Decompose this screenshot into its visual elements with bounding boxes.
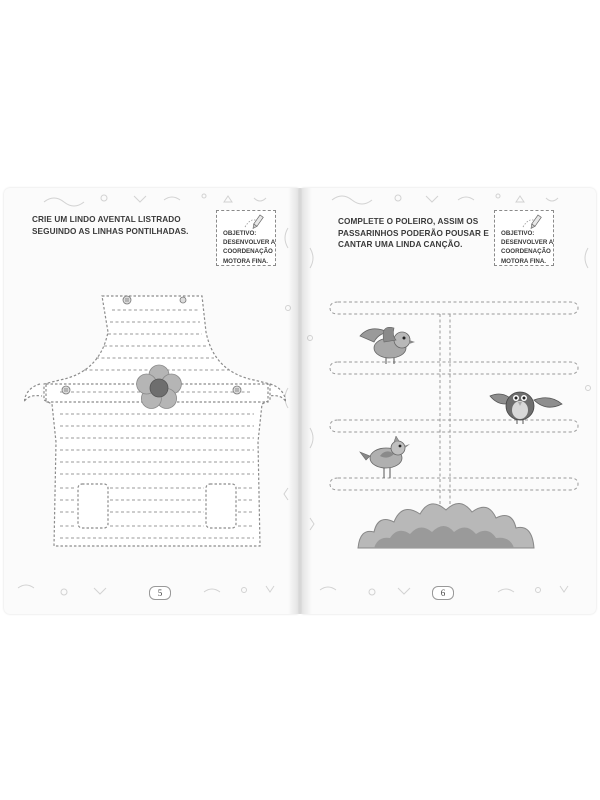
perch-illustration xyxy=(324,296,586,556)
bush-icon xyxy=(358,503,534,548)
left-objective-line-1: OBJETIVO: xyxy=(223,230,257,237)
perch-bar-4 xyxy=(330,478,578,490)
bird-icon xyxy=(490,392,562,424)
left-objective-line-2: DESENVOLVER A xyxy=(223,239,276,247)
right-instruction-line-2: PASSARINHOS PODERÃO POUSAR E xyxy=(338,228,489,238)
right-objective-line-3: COORDENAÇÃO xyxy=(501,248,551,256)
perch-pole xyxy=(440,314,450,524)
left-objective-line-4: MOTORA FINA. xyxy=(223,257,269,265)
left-page-number: 5 xyxy=(149,586,171,600)
left-page xyxy=(4,188,298,614)
perch-bar-2 xyxy=(330,362,578,374)
bird-icon xyxy=(360,436,410,478)
right-page-number: 6 xyxy=(432,586,454,600)
right-instruction-line-3: CANTAR UMA LINDA CANÇÃO. xyxy=(338,240,463,249)
right-objective-line-4: MOTORA FINA. xyxy=(501,257,547,265)
apron-illustration xyxy=(24,292,286,548)
open-book xyxy=(0,188,600,618)
right-instruction xyxy=(338,216,489,251)
right-objective-line-2: DESENVOLVER A xyxy=(501,239,554,247)
left-objective-box xyxy=(216,210,276,266)
right-page xyxy=(302,188,596,614)
right-objective-box xyxy=(494,210,554,266)
pencil-icon xyxy=(521,213,551,231)
pencil-icon xyxy=(243,213,273,231)
left-instruction-line-1: CRIE UM LINDO AVENTAL LISTRADO xyxy=(32,215,181,224)
right-instruction-line-1: COMPLETE O POLEIRO, ASSIM OS xyxy=(338,217,479,226)
left-instruction-line-2: SEGUINDO AS LINHAS PONTILHADAS. xyxy=(32,226,189,236)
left-instruction xyxy=(32,214,189,237)
right-objective-line-1: OBJETIVO: xyxy=(501,230,535,237)
bird-icon xyxy=(360,327,415,364)
perch-bar-3 xyxy=(330,420,578,432)
left-objective-line-3: COORDENAÇÃO xyxy=(223,248,273,256)
perch-bar-1 xyxy=(330,302,578,314)
